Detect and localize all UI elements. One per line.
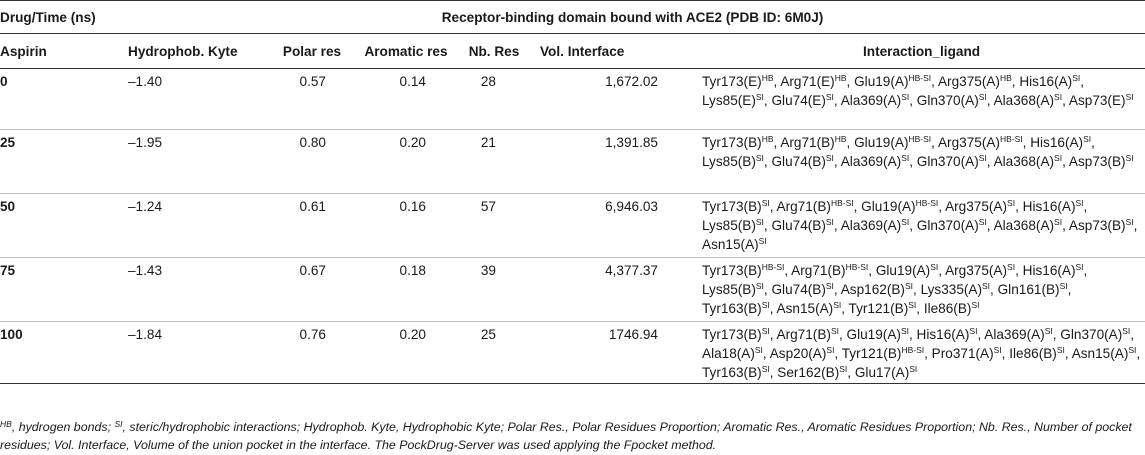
interaction-type-sup: SI (909, 364, 918, 374)
polar-cell: 0.80 (268, 130, 356, 194)
interaction-type-sup: SI (761, 364, 770, 374)
residue-name: Glu74(B) (771, 154, 826, 169)
residue-entry (1023, 263, 1084, 278)
residue-entry (1069, 93, 1134, 108)
interaction-type-sup: SI (908, 300, 917, 310)
residue-name: Arg375(A) (937, 135, 1000, 150)
residue-name: Tyr121(B) (841, 346, 902, 361)
nb-res-cell: 25 (456, 322, 532, 384)
residue-name: Lys85(B) (702, 154, 756, 169)
residue-entry (924, 301, 980, 316)
residue-name: Ala369(A) (840, 93, 902, 108)
residue-entry (1019, 74, 1080, 89)
residue-entry (1072, 346, 1137, 361)
residue-entry (1030, 135, 1091, 150)
interaction-type-sup: SI (1075, 198, 1084, 208)
vol-cell: 1,391.85 (532, 130, 698, 194)
residue-name: Tyr173(B) (702, 263, 762, 278)
interaction-type-sup: SI (1125, 153, 1134, 163)
residue-entry (702, 263, 784, 278)
residue-entry (841, 93, 909, 108)
interaction-type-sup: SI (755, 92, 764, 102)
residue-entry (1060, 327, 1130, 342)
residue-name: Tyr163(B) (702, 301, 762, 316)
time-cell: 25 (0, 130, 120, 194)
interaction-cell: $Tyr173(B)^{HB}$, $Arg71(B)^{HB}$, $Glu19(A)^{HB-SI}$, $Arg375(A)^{HB-SI}$, $His16(A)^{SI}$, $Lys85(B)^{SI}$, $Glu74(B)^{SI}$, $Ala369(A)^{SI}$, $Gln370(A)^{SI}$, $Ala368(A)^{SI}$, $Asp73(B)^{SI}$ (698, 130, 1145, 194)
residue-entry (1069, 218, 1134, 233)
residue-name: Gln370(A) (916, 93, 979, 108)
residue-name: Glu19(A) (846, 327, 901, 342)
residue-entry (777, 365, 847, 380)
hydrophob-cell: –1.84 (120, 322, 268, 384)
interaction-type-sup: SI (839, 364, 848, 374)
interaction-type-sup: SI (1072, 73, 1081, 83)
residue-name: His16(A) (1019, 74, 1073, 89)
residue-entry (702, 365, 770, 380)
residue-name: Lys85(B) (702, 218, 756, 233)
residue-name: His16(A) (1030, 135, 1084, 150)
vol-cell: 4,377.37 (532, 258, 698, 322)
residue-entry (994, 154, 1062, 169)
time-cell: 50 (0, 194, 120, 258)
residue-name: Tyr173(B) (702, 135, 762, 150)
residue-entry (702, 218, 764, 233)
corner-header: Drug/Time (ns) (0, 1, 120, 34)
residue-name: Tyr163(B) (702, 365, 762, 380)
interaction-type-sup: SI (755, 217, 764, 227)
time-cell: 0 (0, 69, 120, 130)
interaction-type-sup: SI (761, 198, 770, 208)
residue-name: Pro371(A) (931, 346, 994, 361)
residue-entry (702, 327, 770, 342)
residue-entry (702, 301, 770, 316)
residue-name: Arg71(B) (791, 263, 846, 278)
residue-entry (777, 327, 839, 342)
interaction-type-sup: SI (900, 326, 909, 336)
residue-name: Lys85(B) (702, 282, 756, 297)
residue-name: Gln370(A) (1060, 327, 1123, 342)
residue-name: Ile86(B) (1009, 346, 1057, 361)
interaction-type-sup: SI (825, 92, 834, 102)
interaction-type-sup: HB (999, 73, 1012, 83)
nb-res-cell: 21 (456, 130, 532, 194)
interaction-type-sup: SI (978, 92, 987, 102)
col-header-hydrophob: Hydrophob. Kyte (120, 34, 268, 69)
col-header-aromatic: Aromatic res (356, 34, 456, 69)
interaction-type-sup: SI (1054, 153, 1063, 163)
interaction-type-sup: HB (834, 73, 847, 83)
interaction-type-sup: SI (901, 92, 910, 102)
interaction-type-sup: SI (1054, 217, 1063, 227)
residue-entry (702, 237, 767, 252)
residue-name: Ser162(B) (777, 365, 840, 380)
interaction-type-sup: HB-SI (915, 198, 939, 208)
polar-cell: 0.67 (268, 258, 356, 322)
nb-res-cell: 28 (456, 69, 532, 130)
residue-name: Tyr121(B) (848, 301, 909, 316)
residue-entry (855, 365, 917, 380)
residue-entry (921, 282, 990, 297)
interaction-type-sup: SI (1007, 262, 1016, 272)
interaction-cell: $Tyr173(E)^{HB}$, $Arg71(E)^{HB}$, $Glu19(A)^{HB-SI}$, $Arg375(A)^{HB}$, $His16(A)^{SI}$, $Lys85(E)^{SI}$, $Glu74(E)^{SI}$, $Ala369(A)^{SI}$, $Gln370(A)^{SI}$, $Ala368(A)^{SI}$, $Asp73(E)^{SI}$ (698, 69, 1145, 130)
residue-name: Arg71(B) (780, 135, 835, 150)
col-header-nb-res: Nb. Res (456, 34, 532, 69)
interaction-type-sup: SI (1007, 198, 1016, 208)
residue-entry (938, 135, 1023, 150)
interaction-type-sup: SI (901, 217, 910, 227)
residue-entry (984, 327, 1052, 342)
residue-entry (1023, 199, 1084, 214)
vol-cell: 6,946.03 (532, 194, 698, 258)
nb-res-cell: 57 (456, 194, 532, 258)
residue-entry (917, 93, 987, 108)
interaction-type-sup: SI (1122, 326, 1131, 336)
interaction-type-sup: SI (761, 326, 770, 336)
residue-name: Glu74(B) (771, 282, 826, 297)
hydrophob-cell: –1.24 (120, 194, 268, 258)
residue-name: Ala369(A) (984, 327, 1045, 342)
interaction-type-sup: SI (1125, 217, 1134, 227)
residue-name: Glu19(A) (861, 199, 916, 214)
interaction-type-sup: SI (930, 262, 939, 272)
hydrophob-cell: –1.95 (120, 130, 268, 194)
residue-name: His16(A) (1022, 199, 1076, 214)
residue-entry (994, 93, 1062, 108)
interaction-type-sup: SI (825, 281, 834, 291)
residue-entry (791, 263, 868, 278)
residue-entry (945, 199, 1015, 214)
residue-name: Tyr173(E) (702, 74, 762, 89)
residue-entry (842, 346, 924, 361)
interaction-type-sup: SI (833, 300, 842, 310)
residue-entry (994, 218, 1062, 233)
table-row (0, 69, 1145, 130)
interaction-type-sup: SI (830, 326, 839, 336)
residue-name: Gln161(B) (997, 282, 1060, 297)
interaction-type-sup: SI (901, 153, 910, 163)
residue-entry (841, 282, 913, 297)
residue-name: Arg375(A) (945, 199, 1008, 214)
residue-name: Ala18(A) (702, 346, 755, 361)
polar-cell: 0.61 (268, 194, 356, 258)
residue-name: Arg71(B) (776, 199, 831, 214)
residue-name: Asp20(A) (769, 346, 827, 361)
residue-entry (854, 135, 931, 150)
interaction-type-sup: SI (982, 281, 991, 291)
polar-cell: 0.76 (268, 322, 356, 384)
residue-entry (917, 154, 987, 169)
residue-name: Ala368(A) (993, 218, 1055, 233)
residue-name: Asp73(E) (1068, 93, 1126, 108)
time-cell: 75 (0, 258, 120, 322)
drug-header: Aspirin (0, 34, 120, 69)
residue-entry (777, 199, 854, 214)
table-row (0, 130, 1145, 194)
residue-name: Arg375(A) (945, 263, 1008, 278)
residue-entry (917, 327, 978, 342)
interaction-type-sup: HB-SI (999, 134, 1023, 144)
residue-entry (861, 199, 938, 214)
vol-cell: 1,672.02 (532, 69, 698, 130)
residue-entry (771, 218, 833, 233)
table-row (0, 322, 1145, 384)
time-cell: 100 (0, 322, 120, 384)
residue-name: Arg71(B) (776, 327, 831, 342)
residue-name: Ile86(B) (923, 301, 972, 316)
interaction-type-sup: HB (761, 134, 774, 144)
residue-entry (841, 218, 909, 233)
residue-name: His16(A) (1022, 263, 1076, 278)
interaction-type-sup: SI (978, 217, 987, 227)
aromatic-cell: 0.16 (356, 194, 456, 258)
interaction-type-sup: SI (1125, 92, 1134, 102)
residue-entry (702, 199, 770, 214)
residue-name: Glu74(B) (771, 218, 826, 233)
residue-name: Tyr173(B) (702, 327, 762, 342)
residue-entry (702, 74, 774, 89)
interaction-type-sup: HB-SI (908, 134, 932, 144)
interaction-type-sup: SI (1056, 345, 1065, 355)
residue-entry (780, 135, 846, 150)
interaction-type-sup: SI (1083, 134, 1092, 144)
residue-name: Arg375(A) (937, 74, 1000, 89)
residue-name: Ala369(A) (840, 154, 902, 169)
residue-name: Asp162(B) (840, 282, 905, 297)
vol-cell: 1746.94 (532, 322, 698, 384)
table-row (0, 258, 1145, 322)
interaction-type-sup: SI (1075, 262, 1084, 272)
interaction-type-sup: SI (825, 217, 834, 227)
residue-name: His16(A) (916, 327, 970, 342)
residue-entry (841, 154, 909, 169)
residue-name: Asp73(B) (1068, 154, 1126, 169)
interaction-type-sup: SI (1054, 92, 1063, 102)
residue-entry (849, 301, 917, 316)
interaction-type-sup: SI (1044, 326, 1053, 336)
residue-entry (932, 346, 1002, 361)
residue-entry (917, 218, 987, 233)
residue-entry (876, 263, 938, 278)
residue-entry (771, 154, 833, 169)
residue-name: Arg71(E) (780, 74, 835, 89)
interaction-type-sup: SI (761, 300, 770, 310)
residue-name: Glu74(E) (771, 93, 826, 108)
interaction-type-sup: SI (755, 153, 764, 163)
aromatic-cell: 0.14 (356, 69, 456, 130)
interaction-type-sup: SI (971, 300, 980, 310)
interaction-type-sup: HB (761, 73, 774, 83)
residue-entry (938, 74, 1012, 89)
residue-name: Glu19(A) (854, 135, 909, 150)
footnote-hb-text: , hydrogen bonds; (11, 420, 115, 434)
interaction-cell: $Tyr173(B)^{SI}$, $Arg71(B)^{SI}$, $Glu19(A)^{SI}$, $His16(A)^{SI}$, $Ala369(A)^{SI}$, $Gln370(A)^{SI}$, $Ala18(A)^{SI}$, $Asp20(A)^{SI}$, $Tyr121(B)^{HB-SI}$, $Pro371(A)^{SI}$, $Ile86(B)^{SI}$, $Asn15(A)^{SI}$, $Tyr163(B)^{SI}$, $Ser162(B)^{SI}$, $Glu17(A)^{SI}$ (698, 322, 1145, 384)
span-header: Receptor-binding domain bound with ACE2 (PDB ID: 6M0J) (120, 1, 1145, 34)
interaction-type-sup: HB-SI (901, 345, 925, 355)
residue-entry (777, 301, 842, 316)
col-header-vol-interface: Vol. Interface (532, 34, 698, 69)
interaction-type-sup: SI (758, 236, 767, 246)
residue-entry (847, 327, 909, 342)
residue-name: Lys85(E) (702, 93, 756, 108)
residue-name: Glu19(A) (854, 74, 909, 89)
residue-name: Asn15(A) (776, 301, 834, 316)
residue-name: Asn15(A) (702, 237, 759, 252)
footnote-hb-sup: HB (0, 419, 12, 429)
hydrophob-cell: –1.43 (120, 258, 268, 322)
residue-entry (1009, 346, 1065, 361)
table-row (0, 194, 1145, 258)
residue-name: Gln370(A) (916, 218, 979, 233)
interaction-type-sup: HB-SI (908, 73, 932, 83)
aromatic-cell: 0.20 (356, 130, 456, 194)
residue-entry (702, 93, 764, 108)
residue-entry (1069, 154, 1134, 169)
col-header-polar: Polar res (268, 34, 356, 69)
table-footnote (0, 418, 1145, 454)
interaction-type-sup: HB-SI (761, 262, 785, 272)
interaction-type-sup: SI (755, 281, 764, 291)
interaction-cell: $Tyr173(B)^{SI}$, $Arg71(B)^{HB-SI}$, $Glu19(A)^{HB-SI}$, $Arg375(A)^{SI}$, $His16(A)^{SI}$, $Lys85(B)^{SI}$, $Glu74(B)^{SI}$, $Ala369(A)^{SI}$, $Gln370(A)^{SI}$, $Ala368(A)^{SI}$, $Asp73(B)^{SI}$, $Asn15(A)^{SI}$ (698, 194, 1145, 258)
interaction-type-sup: HB-SI (830, 198, 854, 208)
residue-entry (702, 282, 764, 297)
interaction-type-sup: SI (969, 326, 978, 336)
footnote-si-sup: SI (114, 419, 123, 429)
residue-entry (998, 282, 1068, 297)
residue-name: Ala368(A) (993, 93, 1055, 108)
residue-entry (702, 346, 763, 361)
interaction-type-sup: SI (754, 345, 763, 355)
residue-entry (945, 263, 1015, 278)
residue-entry (702, 154, 764, 169)
residue-name: Ala368(A) (993, 154, 1055, 169)
nb-res-cell: 39 (456, 258, 532, 322)
residue-name: Glu19(A) (875, 263, 931, 278)
interaction-type-sup: HB (834, 134, 847, 144)
interaction-type-sup: SI (978, 153, 987, 163)
aromatic-cell: 0.18 (356, 258, 456, 322)
interaction-cell: $Tyr173(B)^{HB-SI}$, $Arg71(B)^{HB-SI}$, $Glu19(A)^{SI}$, $Arg375(A)^{SI}$, $His16(A)^{SI}$, $Lys85(B)^{SI}$, $Glu74(B)^{SI}$, $Asp162(B)^{SI}$, $Lys335(A)^{SI}$, $Gln161(B)^{SI}$, $Tyr163(B)^{SI}$, $Asn15(A)^{SI}$, $Tyr121(B)^{SI}$, $Ile86(B)^{SI}$ (698, 258, 1145, 322)
residue-entry (702, 135, 774, 150)
col-header-interaction: Interaction_ligand (698, 34, 1145, 69)
residue-entry (770, 346, 835, 361)
interaction-type-sup: SI (904, 281, 913, 291)
residue-name: Lys335(A) (920, 282, 983, 297)
polar-cell: 0.57 (268, 69, 356, 130)
residue-entry (771, 93, 833, 108)
residue-entry (780, 74, 846, 89)
interaction-type-sup: SI (1128, 345, 1137, 355)
footnote-si-text: , steric/hydrophobic interactions; Hydrophob. Kyte, Hydrophobic Kyte; Polar Res., Polar Residues Proportion; Aromatic Res., Aromatic Residues Proportion; Nb. Res., Number of pocket residues; Vol. Interface, Volume of the union pocket in the interface. The PockDrug-Server was used applying the Fpocket method. (0, 420, 1132, 452)
residue-entry (854, 74, 931, 89)
residue-name: Gln370(A) (916, 154, 979, 169)
hydrophob-cell: –1.40 (120, 69, 268, 130)
aromatic-cell: 0.20 (356, 322, 456, 384)
residue-name: Glu17(A) (854, 365, 910, 380)
residue-name: Ala369(A) (840, 218, 902, 233)
interaction-type-sup: SI (993, 345, 1002, 355)
residue-name: Asn15(A) (1071, 346, 1129, 361)
interaction-type-sup: SI (825, 153, 834, 163)
residue-entry (771, 282, 833, 297)
interaction-type-sup: HB-SI (845, 262, 869, 272)
interaction-type-sup: SI (1059, 281, 1068, 291)
interaction-type-sup: SI (826, 345, 835, 355)
residue-name: Asp73(B) (1068, 218, 1126, 233)
residue-name: Tyr173(B) (702, 199, 762, 214)
